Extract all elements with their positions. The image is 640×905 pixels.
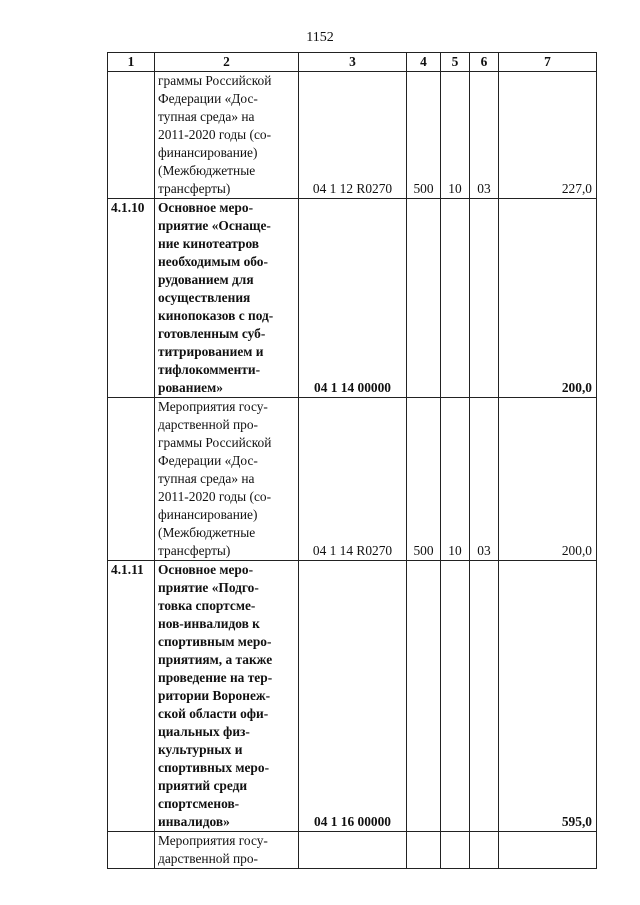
column-header: 6 [470, 53, 499, 72]
row-amount [499, 832, 597, 869]
table-body [108, 53, 597, 869]
row-name-text: Основное меро- приятие «Подго- товка спортсме- нов-инвалидов к спортивным меро- приятиям, а также проведение на тер- ритории Воронеж- ской области офи- циальных физ- культурных и спортивных меро- приятий среди спортсменов- инвалидов» [158, 562, 273, 829]
row-code: 4.1.10 [108, 199, 155, 398]
budget-table [107, 52, 597, 869]
table-row [108, 561, 597, 832]
row-code: 4.1.11 [108, 561, 155, 832]
table-row [108, 832, 597, 869]
row-name [155, 199, 299, 398]
row-name [155, 832, 299, 869]
row-amount: 200,0 [499, 398, 597, 561]
row-name [155, 398, 299, 561]
row-target-code: 04 1 14 R0270 [299, 398, 407, 561]
row-amount: 200,0 [499, 199, 597, 398]
row-subsection [470, 561, 499, 832]
row-section [441, 561, 470, 832]
row-target-code: 04 1 14 00000 [299, 199, 407, 398]
row-name-text: Мероприятия госу- дарственной про- граммы Российской Федерации «Дос- тупная среда» на 2011-2020 годы (со- финансирование) (Межбюджетные трансферты) [158, 399, 272, 558]
row-code [108, 398, 155, 561]
row-expense-type [407, 832, 441, 869]
row-target-code: 04 1 12 R0270 [299, 72, 407, 199]
row-subsection [470, 832, 499, 869]
header-row [108, 53, 597, 72]
row-expense-type: 500 [407, 398, 441, 561]
row-subsection: 03 [470, 398, 499, 561]
column-header: 7 [499, 53, 597, 72]
row-expense-type [407, 561, 441, 832]
column-header: 3 [299, 53, 407, 72]
row-subsection: 03 [470, 72, 499, 199]
page-number: 1152 [306, 30, 334, 45]
column-header: 2 [155, 53, 299, 72]
table-row [108, 398, 597, 561]
column-header: 4 [407, 53, 441, 72]
row-amount: 595,0 [499, 561, 597, 832]
row-name [155, 561, 299, 832]
row-amount: 227,0 [499, 72, 597, 199]
column-header: 1 [108, 53, 155, 72]
row-expense-type: 500 [407, 72, 441, 199]
row-expense-type [407, 199, 441, 398]
row-code [108, 832, 155, 869]
row-name [155, 72, 299, 199]
row-target-code: 04 1 16 00000 [299, 561, 407, 832]
table-row [108, 199, 597, 398]
row-name-text: Мероприятия госу- дарственной про- [158, 833, 268, 866]
row-section [441, 199, 470, 398]
row-section: 10 [441, 398, 470, 561]
table-row [108, 72, 597, 199]
row-section [441, 832, 470, 869]
row-name-text: Основное меро- приятие «Оснаще- ние кинотеатров необходимым обо- рудованием для осуществления кинопоказов с под- готовленным суб- титрированием и тифлокомменти- рованием» [158, 200, 274, 395]
column-header: 5 [441, 53, 470, 72]
row-target-code [299, 832, 407, 869]
row-name-text: граммы Российской Федерации «Дос- тупная среда» на 2011-2020 годы (со- финансирование) (Межбюджетные трансферты) [158, 73, 272, 196]
row-subsection [470, 199, 499, 398]
row-section: 10 [441, 72, 470, 199]
row-code [108, 72, 155, 199]
